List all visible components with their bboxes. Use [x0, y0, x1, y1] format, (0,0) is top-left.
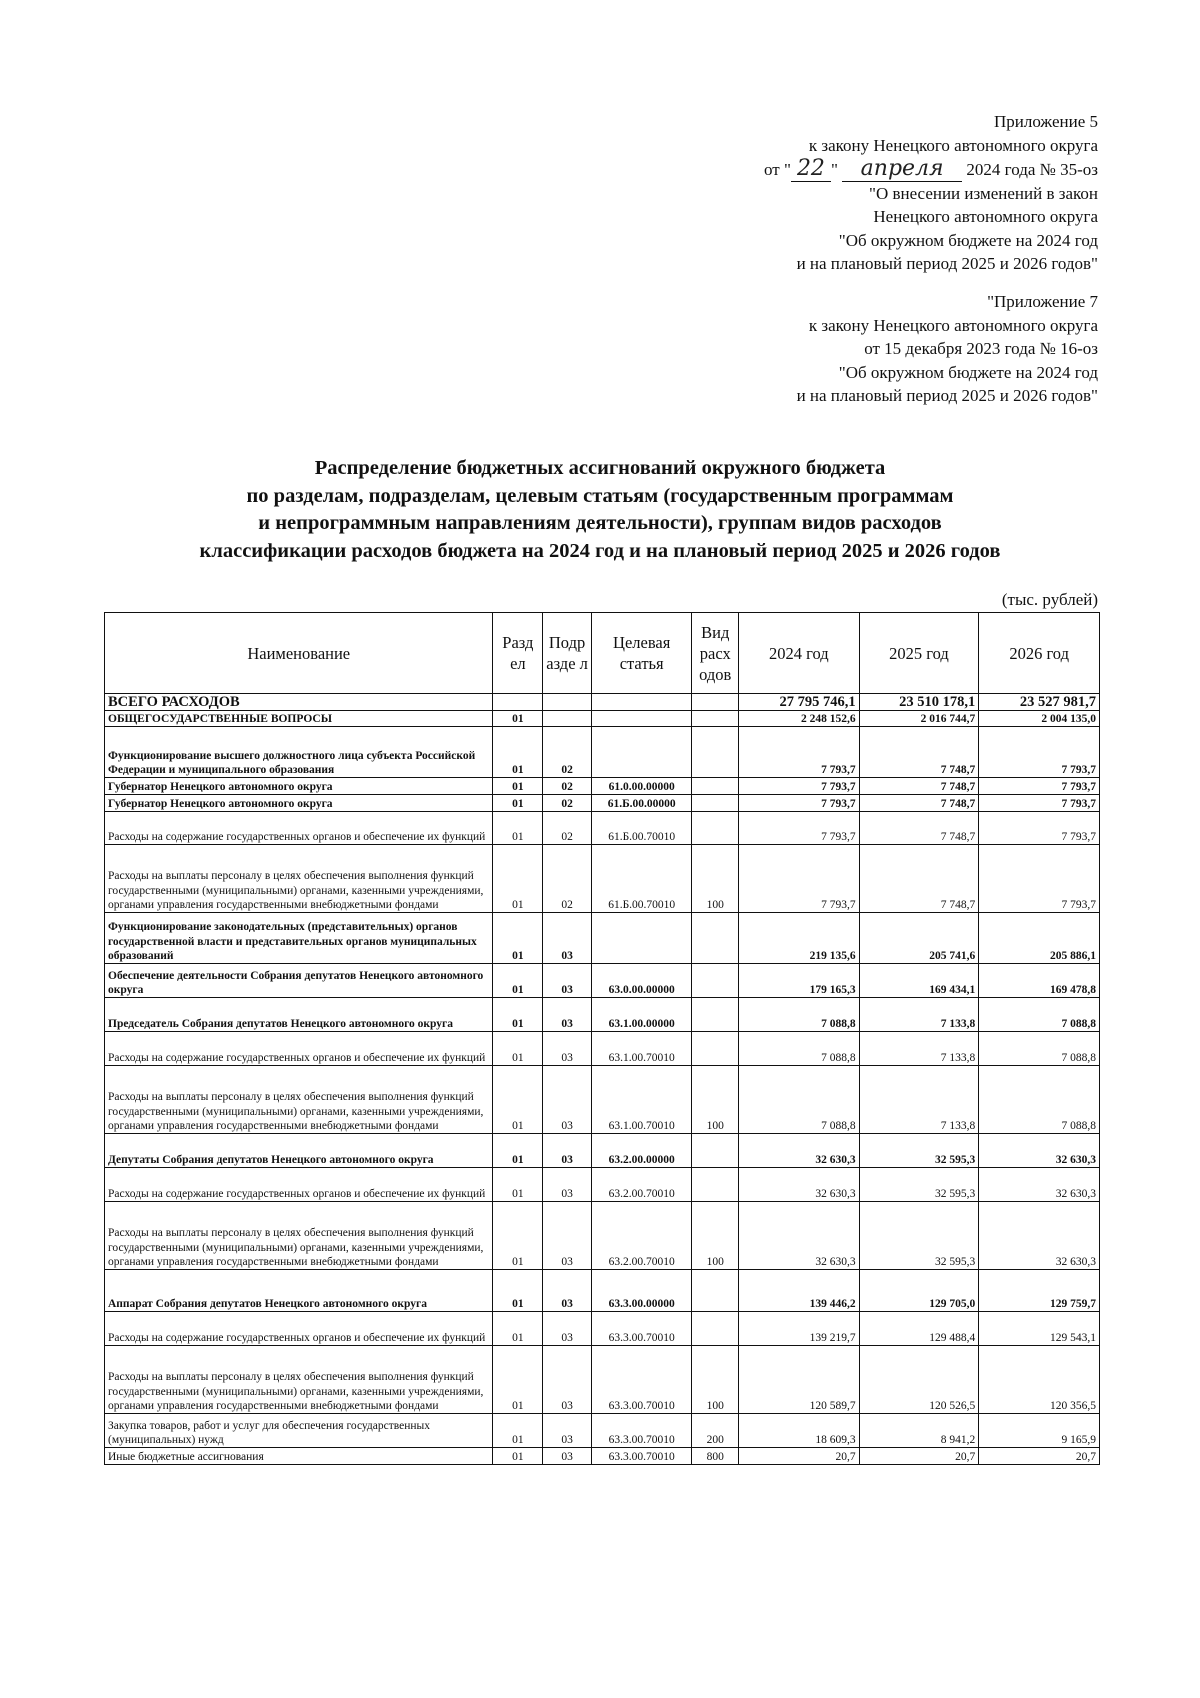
cell-subsection: 03	[543, 913, 592, 964]
cell-y2024: 2 248 152,6	[739, 711, 860, 727]
cell-y2025: 7 748,7	[859, 795, 979, 812]
cell-target: 63.3.00.70010	[591, 1312, 692, 1346]
cell-target: 61.Б.00.70010	[591, 812, 692, 845]
table-row	[105, 1414, 1100, 1448]
cell-subsection: 02	[543, 778, 592, 795]
annex-original-law-ref: к закону Ненецкого автономного округа	[808, 315, 1098, 335]
cell-y2024: 219 135,6	[739, 913, 860, 964]
cell-kind	[692, 998, 739, 1032]
cell-section: 01	[493, 778, 543, 795]
cell-section: 01	[493, 1066, 543, 1134]
cell-y2024: 32 630,3	[739, 1202, 860, 1270]
cell-name: Функционирование высшего должностного лица субъекта Российской Федерации и муниципального образования	[105, 727, 493, 778]
cell-y2024: 7 088,8	[739, 998, 860, 1032]
table-header-row	[105, 613, 1100, 694]
handwritten-month: апреля	[842, 157, 962, 182]
annex-subject-3: "Об окружном бюджете на 2024 год	[838, 230, 1098, 250]
table-row	[105, 1134, 1100, 1168]
header-name: Наименование	[105, 613, 493, 694]
cell-y2025: 129 488,4	[859, 1312, 979, 1346]
table-row	[105, 1346, 1100, 1414]
cell-name: Расходы на содержание государственных органов и обеспечение их функций	[105, 1312, 493, 1346]
cell-section: 01	[493, 845, 543, 913]
table-row	[105, 778, 1100, 795]
cell-y2025: 7 748,7	[859, 812, 979, 845]
cell-section: 01	[493, 1312, 543, 1346]
cell-y2026: 2 004 135,0	[979, 711, 1100, 727]
cell-y2026: 32 630,3	[979, 1168, 1100, 1202]
cell-target: 63.2.00.00000	[591, 1134, 692, 1168]
units-label: (тыс. рублей)	[1001, 590, 1098, 609]
cell-target	[591, 694, 692, 711]
cell-y2025: 7 133,8	[859, 1066, 979, 1134]
cell-y2026: 129 543,1	[979, 1312, 1100, 1346]
annex-original-header	[578, 290, 1098, 408]
cell-kind	[692, 778, 739, 795]
cell-y2025: 32 595,3	[859, 1202, 979, 1270]
cell-subsection: 02	[543, 845, 592, 913]
cell-name: ВСЕГО РАСХОДОВ	[105, 694, 493, 711]
document-title	[100, 455, 1100, 565]
cell-y2026: 23 527 981,7	[979, 694, 1100, 711]
cell-y2026: 120 356,5	[979, 1346, 1100, 1414]
annex-year-number: 2024 года № 35-оз	[966, 160, 1098, 179]
cell-target	[591, 711, 692, 727]
cell-name: Расходы на выплаты персоналу в целях обеспечения выполнения функций государственными (муниципальными) органами, казенными учреждениями, органами управления государственными внебюджетными фондами	[105, 845, 493, 913]
cell-kind: 200	[692, 1414, 739, 1448]
table-row	[105, 727, 1100, 778]
annex-number: Приложение 5	[994, 112, 1098, 131]
cell-target: 63.2.00.70010	[591, 1168, 692, 1202]
cell-y2026: 9 165,9	[979, 1414, 1100, 1448]
cell-y2025: 20,7	[859, 1448, 979, 1465]
cell-y2025: 7 748,7	[859, 778, 979, 795]
cell-y2024: 139 446,2	[739, 1270, 860, 1312]
cell-subsection: 03	[543, 1168, 592, 1202]
header-2026: 2026 год	[979, 613, 1100, 694]
cell-y2025: 7 748,7	[859, 727, 979, 778]
cell-name: Обеспечение деятельности Собрания депутатов Ненецкого автономного округа	[105, 964, 493, 998]
cell-y2025: 32 595,3	[859, 1134, 979, 1168]
table-row	[105, 1312, 1100, 1346]
cell-section: 01	[493, 1270, 543, 1312]
table-row	[105, 711, 1100, 727]
header-section: Разд ел	[493, 613, 543, 694]
cell-kind	[692, 694, 739, 711]
cell-kind	[692, 1134, 739, 1168]
table-row	[105, 913, 1100, 964]
table-row	[105, 845, 1100, 913]
cell-kind	[692, 964, 739, 998]
cell-section: 01	[493, 1346, 543, 1414]
table-row	[105, 694, 1100, 711]
cell-name: Губернатор Ненецкого автономного округа	[105, 778, 493, 795]
cell-y2025: 120 526,5	[859, 1346, 979, 1414]
cell-kind	[692, 1168, 739, 1202]
cell-kind	[692, 727, 739, 778]
cell-y2024: 7 088,8	[739, 1066, 860, 1134]
cell-y2026: 129 759,7	[979, 1270, 1100, 1312]
cell-kind: 100	[692, 1346, 739, 1414]
cell-section: 01	[493, 1032, 543, 1066]
cell-subsection: 02	[543, 727, 592, 778]
cell-y2025: 7 133,8	[859, 998, 979, 1032]
cell-name: Расходы на содержание государственных органов и обеспечение их функций	[105, 1032, 493, 1066]
cell-section: 01	[493, 1202, 543, 1270]
annex-original-number: "Приложение 7	[987, 292, 1098, 311]
cell-kind	[692, 913, 739, 964]
cell-kind	[692, 795, 739, 812]
annex-subject-2: Ненецкого автономного округа	[873, 207, 1098, 226]
cell-subsection: 02	[543, 795, 592, 812]
cell-target: 63.1.00.70010	[591, 1066, 692, 1134]
cell-section: 01	[493, 1448, 543, 1465]
table-row	[105, 1270, 1100, 1312]
cell-name: Депутаты Собрания депутатов Ненецкого автономного округа	[105, 1134, 493, 1168]
cell-name: Иные бюджетные ассигнования	[105, 1448, 493, 1465]
cell-name: ОБЩЕГОСУДАРСТВЕННЫЕ ВОПРОСЫ	[105, 711, 493, 727]
cell-section: 01	[493, 711, 543, 727]
cell-y2026: 7 793,7	[979, 845, 1100, 913]
cell-subsection: 03	[543, 1202, 592, 1270]
cell-y2026: 169 478,8	[979, 964, 1100, 998]
cell-target: 63.3.00.70010	[591, 1448, 692, 1465]
cell-subsection: 03	[543, 1066, 592, 1134]
cell-y2024: 20,7	[739, 1448, 860, 1465]
header-subsection: Подр азде л	[543, 613, 592, 694]
cell-subsection: 03	[543, 1270, 592, 1312]
cell-kind	[692, 1270, 739, 1312]
cell-target: 63.1.00.00000	[591, 998, 692, 1032]
handwritten-day: 22	[791, 157, 831, 182]
annex-date-line: от " 22 " апреля 2024 года № 35-оз	[764, 156, 1098, 181]
cell-name: Губернатор Ненецкого автономного округа	[105, 795, 493, 812]
cell-subsection: 03	[543, 1346, 592, 1414]
cell-target: 61.Б.00.00000	[591, 795, 692, 812]
cell-y2024: 7 793,7	[739, 845, 860, 913]
cell-y2025: 129 705,0	[859, 1270, 979, 1312]
cell-name: Закупка товаров, работ и услуг для обеспечения государственных (муниципальных) нужд	[105, 1414, 493, 1448]
budget-table	[104, 612, 1100, 1465]
cell-y2025: 32 595,3	[859, 1168, 979, 1202]
cell-section: 01	[493, 795, 543, 812]
cell-y2026: 205 886,1	[979, 913, 1100, 964]
cell-kind	[692, 711, 739, 727]
cell-y2024: 179 165,3	[739, 964, 860, 998]
annex-original-date: от 15 декабря 2023 года № 16-оз	[864, 339, 1098, 358]
cell-section: 01	[493, 998, 543, 1032]
table-row	[105, 812, 1100, 845]
title-line-3: и непрограммным направлениям деятельности), группам видов расходов	[258, 512, 942, 534]
cell-section: 01	[493, 727, 543, 778]
cell-y2025: 7 748,7	[859, 845, 979, 913]
cell-name: Расходы на содержание государственных органов и обеспечение их функций	[105, 1168, 493, 1202]
cell-y2024: 120 589,7	[739, 1346, 860, 1414]
cell-kind: 800	[692, 1448, 739, 1465]
title-line-1: Распределение бюджетных ассигнований окружного бюджета	[314, 457, 886, 479]
cell-section: 01	[493, 1168, 543, 1202]
cell-section: 01	[493, 964, 543, 998]
cell-section: 01	[493, 1134, 543, 1168]
cell-name: Председатель Собрания депутатов Ненецкого автономного округа	[105, 998, 493, 1032]
cell-target: 63.1.00.70010	[591, 1032, 692, 1066]
header-kind: Вид расх одов	[692, 613, 739, 694]
cell-target	[591, 913, 692, 964]
cell-y2026: 7 793,7	[979, 727, 1100, 778]
cell-subsection: 03	[543, 1134, 592, 1168]
cell-kind	[692, 1032, 739, 1066]
cell-kind: 100	[692, 1202, 739, 1270]
cell-section: 01	[493, 812, 543, 845]
cell-name: Расходы на выплаты персоналу в целях обеспечения выполнения функций государственными (муниципальными) органами, казенными учреждениями, органами управления государственными внебюджетными фондами	[105, 1066, 493, 1134]
cell-y2025: 169 434,1	[859, 964, 979, 998]
cell-kind: 100	[692, 1066, 739, 1134]
cell-target: 61.0.00.00000	[591, 778, 692, 795]
table-row	[105, 1168, 1100, 1202]
cell-y2024: 18 609,3	[739, 1414, 860, 1448]
cell-name: Расходы на выплаты персоналу в целях обеспечения выполнения функций государственными (муниципальными) органами, казенными учреждениями, органами управления государственными внебюджетными фондами	[105, 1346, 493, 1414]
table-row	[105, 1448, 1100, 1465]
annex-original-subject-2: и на плановый период 2025 и 2026 годов"	[796, 386, 1098, 405]
cell-y2025: 2 016 744,7	[859, 711, 979, 727]
cell-y2026: 7 088,8	[979, 1066, 1100, 1134]
annex-subject-4: и на плановый период 2025 и 2026 годов"	[796, 254, 1098, 273]
cell-y2024: 32 630,3	[739, 1168, 860, 1202]
cell-kind: 100	[692, 845, 739, 913]
cell-y2024: 7 793,7	[739, 727, 860, 778]
cell-subsection: 03	[543, 1448, 592, 1465]
cell-y2024: 7 088,8	[739, 1032, 860, 1066]
cell-y2025: 205 741,6	[859, 913, 979, 964]
cell-target	[591, 727, 692, 778]
cell-y2026: 7 088,8	[979, 998, 1100, 1032]
cell-y2026: 7 793,7	[979, 795, 1100, 812]
table-row	[105, 1202, 1100, 1270]
header-target: Целевая статья	[591, 613, 692, 694]
table-row	[105, 795, 1100, 812]
cell-y2024: 7 793,7	[739, 812, 860, 845]
cell-y2026: 7 793,7	[979, 812, 1100, 845]
cell-section: 01	[493, 913, 543, 964]
cell-subsection: 03	[543, 964, 592, 998]
cell-target: 63.3.00.70010	[591, 1414, 692, 1448]
cell-name: Расходы на содержание государственных органов и обеспечение их функций	[105, 812, 493, 845]
cell-name: Функционирование законодательных (представительных) органов государственной власти и представительных органов муниципальных образований	[105, 913, 493, 964]
cell-y2025: 8 941,2	[859, 1414, 979, 1448]
annex-current-header	[578, 110, 1098, 276]
table-row	[105, 1032, 1100, 1066]
cell-subsection: 03	[543, 1312, 592, 1346]
cell-y2024: 7 793,7	[739, 795, 860, 812]
cell-subsection: 03	[543, 1032, 592, 1066]
cell-y2024: 32 630,3	[739, 1134, 860, 1168]
cell-y2024: 27 795 746,1	[739, 694, 860, 711]
cell-y2026: 32 630,3	[979, 1134, 1100, 1168]
cell-y2026: 32 630,3	[979, 1202, 1100, 1270]
cell-name: Расходы на выплаты персоналу в целях обеспечения выполнения функций государственными (муниципальными) органами, казенными учреждениями, органами управления государственными внебюджетными фондами	[105, 1202, 493, 1270]
cell-y2024: 7 793,7	[739, 778, 860, 795]
cell-y2024: 139 219,7	[739, 1312, 860, 1346]
cell-target: 63.0.00.00000	[591, 964, 692, 998]
annex-subject-1: "О внесении изменений в закон	[869, 183, 1098, 203]
cell-section: 01	[493, 1414, 543, 1448]
annex-law-ref: к закону Ненецкого автономного округа	[808, 135, 1098, 155]
cell-target: 63.2.00.70010	[591, 1202, 692, 1270]
cell-kind	[692, 812, 739, 845]
table-row	[105, 998, 1100, 1032]
annex-original-subject-1: "Об окружном бюджете на 2024 год	[838, 362, 1098, 382]
cell-subsection: 02	[543, 812, 592, 845]
table-row	[105, 1066, 1100, 1134]
title-line-4: классификации расходов бюджета на 2024 год и на плановый период 2025 и 2026 годов	[199, 539, 1001, 562]
cell-subsection	[543, 694, 592, 711]
header-2025: 2025 год	[859, 613, 979, 694]
cell-y2026: 20,7	[979, 1448, 1100, 1465]
cell-kind	[692, 1312, 739, 1346]
cell-y2025: 7 133,8	[859, 1032, 979, 1066]
cell-y2026: 7 088,8	[979, 1032, 1100, 1066]
cell-subsection	[543, 711, 592, 727]
table-row	[105, 964, 1100, 998]
cell-subsection: 03	[543, 998, 592, 1032]
cell-target: 63.3.00.00000	[591, 1270, 692, 1312]
cell-target: 63.3.00.70010	[591, 1346, 692, 1414]
cell-name: Аппарат Собрания депутатов Ненецкого автономного округа	[105, 1270, 493, 1312]
cell-target: 61.Б.00.70010	[591, 845, 692, 913]
cell-subsection: 03	[543, 1414, 592, 1448]
cell-section	[493, 694, 543, 711]
cell-y2026: 7 793,7	[979, 778, 1100, 795]
cell-y2025: 23 510 178,1	[859, 694, 979, 711]
header-2024: 2024 год	[739, 613, 860, 694]
title-line-2: по разделам, подразделам, целевым статьям (государственным программам	[246, 484, 954, 507]
